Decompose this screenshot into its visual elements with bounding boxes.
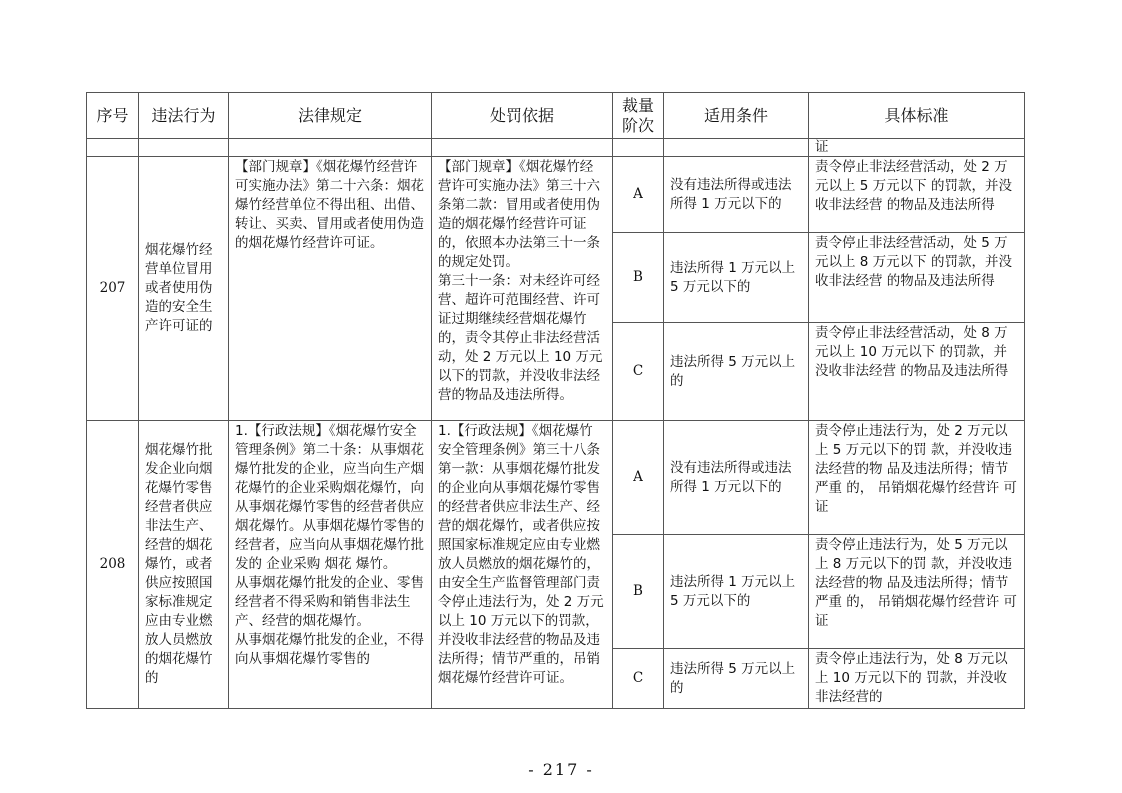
header-row <box>87 93 1025 139</box>
table-row <box>87 157 1025 233</box>
header-act: 违法行为 <box>139 93 229 139</box>
row-cond: 违法所得 1 万元以上 5 万元以下的 <box>664 535 809 649</box>
row-act: 烟花爆竹经营单位冒用或者使用伪造的安全生产许可证的 <box>139 157 229 421</box>
row-std: 责令停止违法行为，处 8 万元以上 10 万元以下的 罚款，并没收非法经营的 <box>809 649 1025 709</box>
row-std: 责令停止非法经营活动，处 8 万元以上 10 万元以下 的罚款，并没收非法经营 的物品及违法所得 <box>809 323 1025 421</box>
row-std: 责令停止违法行为，处 2 万元以上 5 万元以下的罚 款，并没收违法经营的物 品及违法所得；情节严重 的， 吊销烟花爆竹经营许 可证 <box>809 421 1025 535</box>
table-row <box>87 421 1025 535</box>
row-seq: 208 <box>87 421 139 709</box>
row-law: 1.【行政法规】《烟花爆竹安全管理条例》第二十条：从事烟花爆竹批发的企业，应当向生产烟花爆竹的企业采购烟花爆竹，向从事烟花爆竹零售的经营者供应烟花爆竹。从事烟花爆竹零售的经营者，应当向从事烟花爆竹批发的 企业采购 烟花 爆竹。 从事烟花爆竹批发的企业、零售经营者不得采购和销售非法生产、经营的烟花爆竹。 从事烟花爆竹批发的企业，不得向从事烟花爆竹零售的 <box>229 421 432 709</box>
row-basis: 1.【行政法规】《烟花爆竹安全管理条例》第三十八条第一款：从事烟花爆竹批发的企业向从事烟花爆竹零售的经营者供应非法生产、经营的烟花爆竹，或者供应按照国家标准规定应由专业燃放人员燃放的烟花爆竹的，由安全生产监督管理部门责令停止违法行为，处 2 万元以上 10 万元以下的罚款，并没收非法经营的物品及违法所得；情节严重的，吊销烟花爆竹经营许可证。 <box>432 421 613 709</box>
header-cond: 适用条件 <box>664 93 809 139</box>
row-level: B <box>613 535 664 649</box>
penalty-table <box>86 92 1025 709</box>
header-basis: 处罚依据 <box>432 93 613 139</box>
row-cond: 违法所得 1 万元以上 5 万元以下的 <box>664 233 809 323</box>
header-seq: 序号 <box>87 93 139 139</box>
header-level: 裁量 阶次 <box>613 93 664 139</box>
row-level: C <box>613 649 664 709</box>
row-cond: 违法所得 5 万元以上的 <box>664 649 809 709</box>
header-std: 具体标准 <box>809 93 1025 139</box>
page-number: - 217 - <box>528 760 594 779</box>
row-law: 【部门规章】《烟花爆竹经营许可实施办法》第二十六条：烟花爆竹经营单位不得出租、出借、转让、买卖、冒用或者使用伪造的烟花爆竹经营许可证。 <box>229 157 432 421</box>
row-basis: 【部门规章】《烟花爆竹经营许可实施办法》第三十六条第二款：冒用或者使用伪造的烟花爆竹经营许可证的，依照本办法第三十一条的规定处罚。 第三十一条：对未经许可经营、超许可范围经营、许可证过期继续经营烟花爆竹的，责令其停止非法经营活动，处 2 万元以上 10 万元以下的罚款，并没收非法经营的物品及违法所得。 <box>432 157 613 421</box>
carry-over-row <box>87 139 1025 157</box>
row-std: 责令停止非法经营活动，处 2 万元以上 5 万元以下 的罚款，并没收非法经营 的物品及违法所得 <box>809 157 1025 233</box>
carry-over-text: 证 <box>809 139 1025 157</box>
row-std: 责令停止违法行为，处 5 万元以上 8 万元以下的罚 款，并没收违法经营的物 品及违法所得；情节严重 的， 吊销烟花爆竹经营许 可证 <box>809 535 1025 649</box>
row-level: C <box>613 323 664 421</box>
row-cond: 没有违法所得或违法所得 1 万元以下的 <box>664 421 809 535</box>
row-seq: 207 <box>87 157 139 421</box>
row-cond: 违法所得 5 万元以上的 <box>664 323 809 421</box>
row-level: A <box>613 421 664 535</box>
row-level: A <box>613 157 664 233</box>
row-cond: 没有违法所得或违法所得 1 万元以下的 <box>664 157 809 233</box>
row-level: B <box>613 233 664 323</box>
row-std: 责令停止非法经营活动，处 5 万元以上 8 万元以下 的罚款，并没收非法经营 的物品及违法所得 <box>809 233 1025 323</box>
row-act: 烟花爆竹批发企业向烟花爆竹零售经营者供应非法生产、经营的烟花爆竹，或者供应按照国家标准规定应由专业燃放人员燃放的烟花爆竹的 <box>139 421 229 709</box>
header-law: 法律规定 <box>229 93 432 139</box>
